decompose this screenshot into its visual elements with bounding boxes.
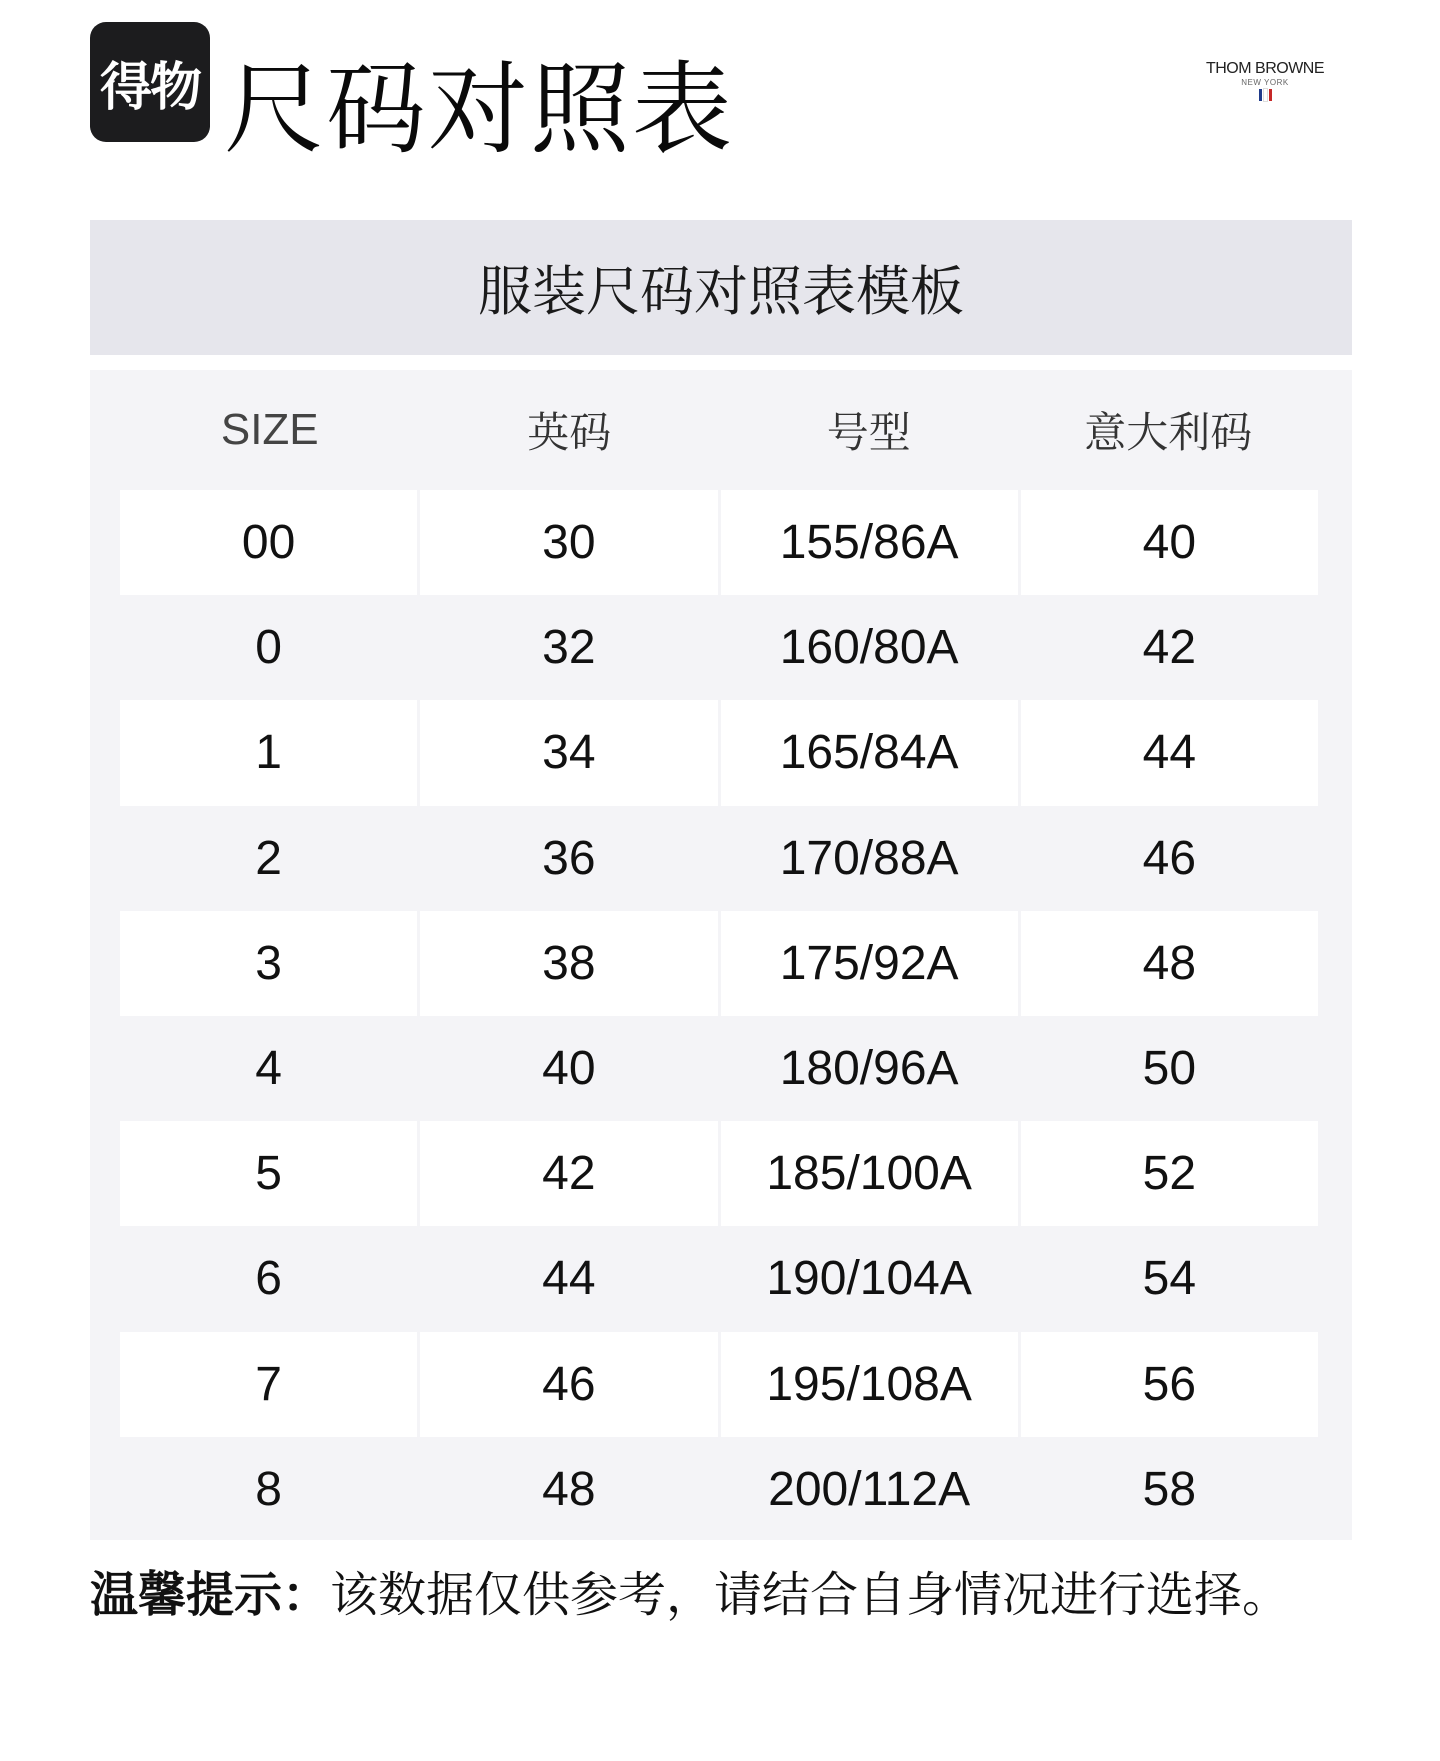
stripe-red [1269,89,1272,101]
table-row [120,1226,1318,1331]
table-cell: 48 [542,1462,596,1516]
footer-note [90,1560,1290,1630]
page-title: 尺码对照表 [224,51,734,168]
table-row [120,700,1318,805]
table-cell: 170/88A [779,831,959,885]
table-cell: 4 [255,1042,282,1096]
table-row [120,1121,1318,1226]
table-cell: 38 [420,911,717,1016]
table-cell: 6 [255,1252,282,1306]
table-cell: 34 [420,700,717,805]
column-header-italy-size: 意大利码 [1084,408,1253,457]
table-cell: 185/100A [721,1121,1018,1226]
table-cell: 46 [1142,831,1197,885]
table-cell: 160/80A [779,621,959,675]
table-cell: 30 [420,490,717,595]
table-cell: 7 [120,1332,417,1437]
table-cell: 195/108A [721,1332,1018,1437]
table-cell: 42 [1142,621,1197,675]
table-row [120,1016,1318,1121]
table-row [120,806,1318,911]
table-row [120,1437,1318,1542]
table-row [120,490,1318,595]
table-cell: 0 [255,621,282,675]
table-row [120,595,1318,700]
table-cell: 165/84A [721,700,1018,805]
table-cell: 00 [120,490,417,595]
table-row [120,911,1318,1016]
table-header-row [120,370,1318,490]
table-cell: 32 [542,621,596,675]
stripe-white [1264,89,1267,101]
table-cell: 36 [542,831,596,885]
table-cell: 58 [1142,1462,1197,1516]
brand-stripes-icon [1190,89,1340,101]
table-cell: 46 [420,1332,717,1437]
table-cell: 1 [120,700,417,805]
table-cell: 40 [1021,490,1318,595]
table-cell: 50 [1142,1042,1197,1096]
size-table [90,370,1352,1540]
template-title: 服装尺码对照表模板 [90,220,1352,355]
table-row [120,1332,1318,1437]
table-cell: 44 [542,1252,596,1306]
footer-label: 温馨提示： [90,1567,331,1623]
table-cell: 48 [1021,911,1318,1016]
column-header-size: SIZE [220,405,319,454]
table-cell: 54 [1142,1252,1197,1306]
table-cell: 2 [255,831,282,885]
column-header-uk-size: 英码 [527,408,612,457]
app-logo: 得物 [90,22,210,142]
stripe-blue [1259,89,1262,101]
table-cell: 56 [1021,1332,1318,1437]
table-cell: 155/86A [721,490,1018,595]
column-header-model: 号型 [826,408,911,457]
brand-logo [1190,60,1340,101]
table-cell: 5 [120,1121,417,1226]
brand-name: THOM BROWNE [1205,60,1325,77]
table-cell: 44 [1021,700,1318,805]
table-cell: 42 [420,1121,717,1226]
table-cell: 200/112A [768,1462,971,1516]
table-cell: 190/104A [766,1252,972,1306]
brand-subtitle: NEW YORK [1241,78,1289,87]
footer-text: 该数据仅供参考，请结合自身情况进行选择。 [330,1567,1291,1623]
table-cell: 40 [542,1042,596,1096]
table-cell: 175/92A [721,911,1018,1016]
table-cell: 8 [255,1462,282,1516]
table-cell: 3 [120,911,417,1016]
table-cell: 52 [1021,1121,1318,1226]
table-cell: 180/96A [779,1042,959,1096]
table-body [120,490,1318,1542]
